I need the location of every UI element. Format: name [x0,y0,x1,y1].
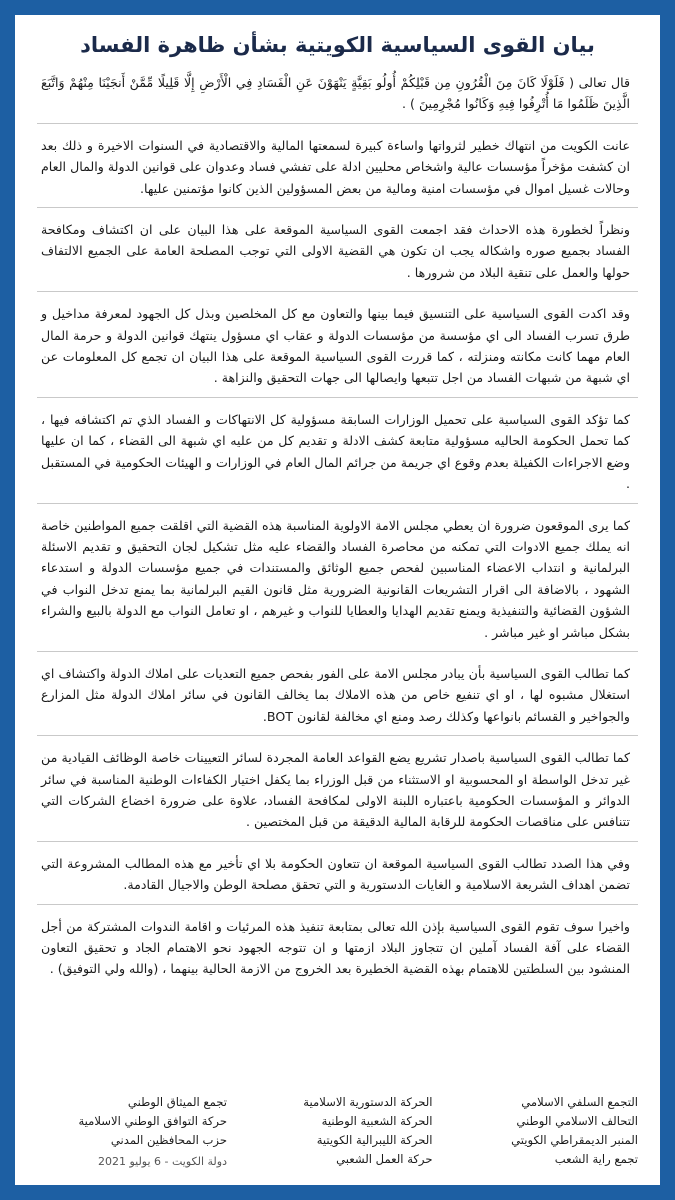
paragraph: كما تطالب القوى السياسية باصدار تشريع يضع القواعد العامة المجردة لسائر التعيينات خاصة الوظائف القيادية من غير تدخل الواسطة او المحسوبية او الاستثناء من قبل الوزراء بما يكفل اختيار الكفاءات الوطنية المناسبة في سائر الدوائر و المؤسسات الحكومية باعتباره اللبنة الاولى لمكافحة الفساد، علاوة على ضرورة اخضاع الشركات التي تتنافس على مناقصات الحكومة للرقابة المالية الدقيقة من قبل المختصين . [37,744,638,842]
paragraph-quran-verse: قال تعالى ( فَلَوْلَا كَانَ مِنَ الْقُرُونِ مِن قَبْلِكُمْ أُولُو بَقِيَّةٍ يَنْهَوْنَ عَنِ الْفَسَادِ فِي الْأَرْضِ إِلَّا قَلِيلًا مِّمَّنْ أَنجَيْنَا مِنْهُمْ وَاتَّبَعَ الَّذِينَ ظَلَمُوا مَا أُتْرِفُوا فِيهِ وَكَانُوا مُجْرِمِينَ ) . [37,69,638,124]
paragraph: كما تطالب القوى السياسية بأن يبادر مجلس الامة على الفور بفحص جميع التعديات على املاك الدولة واكتشاف اي استغلال مشبوه لها ، او اي تنفيع خاص من هذه الاملاك بما يخالف القانون في سائر املاك الدولة مثل المزارع والجواخير و القسائم بانواعها وكذلك رصد ومنع اي مخالفة لقانون BOT. [37,660,638,736]
signatories-block [37,1093,638,1171]
page-title: بيان القوى السياسية الكويتية بشأن ظاهرة الفساد [80,33,595,57]
date-line: دولة الكويت - 6 يوليو 2021 [97,1155,227,1168]
signatory: حزب المحافظين المدني [110,1133,227,1147]
paragraph: وقد اكدت القوى السياسية على التنسيق فيما بينها والتعاون مع كل المخلصين وبذل كل الجهود لمعرفة مداخيل و طرق تسرب الفساد الى اي مؤسسة من مؤسسات الدولة و عقاب اي مسؤول ينتهك قوانين الدولة و حرمة المال العام مهما كانت مكانته ومنزلته ، كما قررت القوى السياسية الموقعة على هذا البيان ان تجمع كل المعلومات عن اي شبهة من شبهات الفساد من اجل تتبعها وايصالها الى جهات التحقيق والنزاهة . [37,300,638,398]
signatory: تجمع الميثاق الوطني [127,1095,227,1109]
signatory: حركة العمل الشعبي [336,1152,433,1166]
paragraph: وفي هذا الصدد تطالب القوى السياسية الموقعة ان تتعاون الحكومة بلا اي تأخير مع هذه المطالب المشروعة التي تضمن اهداف الشريعة الاسلامية و الغايات الدستورية و التي تحقق مصلحة الوطن والاجيال القادمة. [37,850,638,905]
statement-page [15,15,660,1185]
signatories-column-1 [448,1093,638,1171]
paragraph: كما تؤكد القوى السياسية على تحميل الوزارات السابقة مسؤولية كل الانتهاكات و الفساد الذي تم اكتشافه فيها ، كما تحمل الحكومة الحاليه مسؤولية متابعة كشف الادلة و تقديم كل من عليه اي شبهة الى القضاء ، كما ان عليها وضع الاجراءات الكفيلة بعدم وقوع اي جريمة من جرائم المال العام في الوزارات و الهيئات الحكومية في المستقبل . [37,406,638,504]
signatory: تجمع راية الشعب [554,1152,638,1166]
signatory: حركة التوافق الوطني الاسلامية [78,1114,227,1128]
signatory: الحركة الليبرالية الكويتية [316,1133,433,1147]
paragraph: عانت الكويت من انتهاك خطير لثرواتها واساءة كبيرة لسمعتها المالية والاقتصادية في السنوات الاخيرة و ذلك بعد ان كشفت مؤخراً مؤسسات عالية واشخاص محليين ادلة على تفشي فساد وعدوان على قوانين الدولة والمال العام وحالات غسيل اموال في مؤسسات امنية ومالية من بعض المسؤولين الذين كانوا مؤتمنين عليها. [37,132,638,208]
signatory: المنبر الديمقراطي الكويتي [511,1133,638,1147]
signatory: الحركة الدستورية الاسلامية [303,1095,433,1109]
paragraph: ونظراً لخطورة هذه الاحداث فقد اجمعت القوى السياسية الموقعة على هذا البيان على ان اكتشاف ومكافحة الفساد بجميع صوره واشكاله يجب ان تكون هي القضية الاولى التي توجب المصلحة العامة على الجميع الالتفاف حولها والعمل على تنقية البلاد من شرورها . [37,216,638,292]
paragraph: كما يرى الموقعون ضرورة ان يعطي مجلس الامة الاولوية المناسبة هذه القضية التي اقلقت جميع المواطنين خاصة انه يملك جميع الادوات التي تمكنه من محاصرة الفساد والقضاء عليه مثل تشكيل لجان التحقيق و تقديم الاسئلة البرلمانية و انتداب الاعضاء المناسبين لفحص جميع الوثائق والمستندات في جميع مؤسسات الدولة و استدعاء الشهود ، بالاضافة الى اقرار التشريعات القانونية الضرورية مثل قانون القيم البرلمانية بما يمنع تدخل النواب في الشؤون القضائية والتنفيذية ويمنع تقديم الهدايا والعطايا للنواب و غيرهم ، او تعامل النواب مع الدولة بالبيع والشراء بشكل مباشر او غير مباشر . [37,512,638,652]
paragraph-closing: واخيرا سوف تقوم القوى السياسية بإذن الله تعالى بمتابعة تنفيذ هذه المرئيات و اقامة الندوات المشتركة من أجل القضاء على آفة الفساد آملين ان تتجاوز البلاد ازمتها و ان تتوجه الجهود نحو الاهتمام الجاد و تحقيق التعاون المنشود بين السلطتين للاهتمام بهذه القضية الخطيرة بعد الخروج من الازمة الحالية بينهما ، (والله ولي التوفيق) . [41,918,630,977]
signatory: التحالف الاسلامي الوطني [516,1114,638,1128]
signatory: الحركة الشعبية الوطنية [321,1114,433,1128]
signatories-column-3 [37,1093,227,1171]
signatory: التجمع السلفي الاسلامي [521,1095,638,1109]
signatories-column-2 [243,1093,433,1171]
